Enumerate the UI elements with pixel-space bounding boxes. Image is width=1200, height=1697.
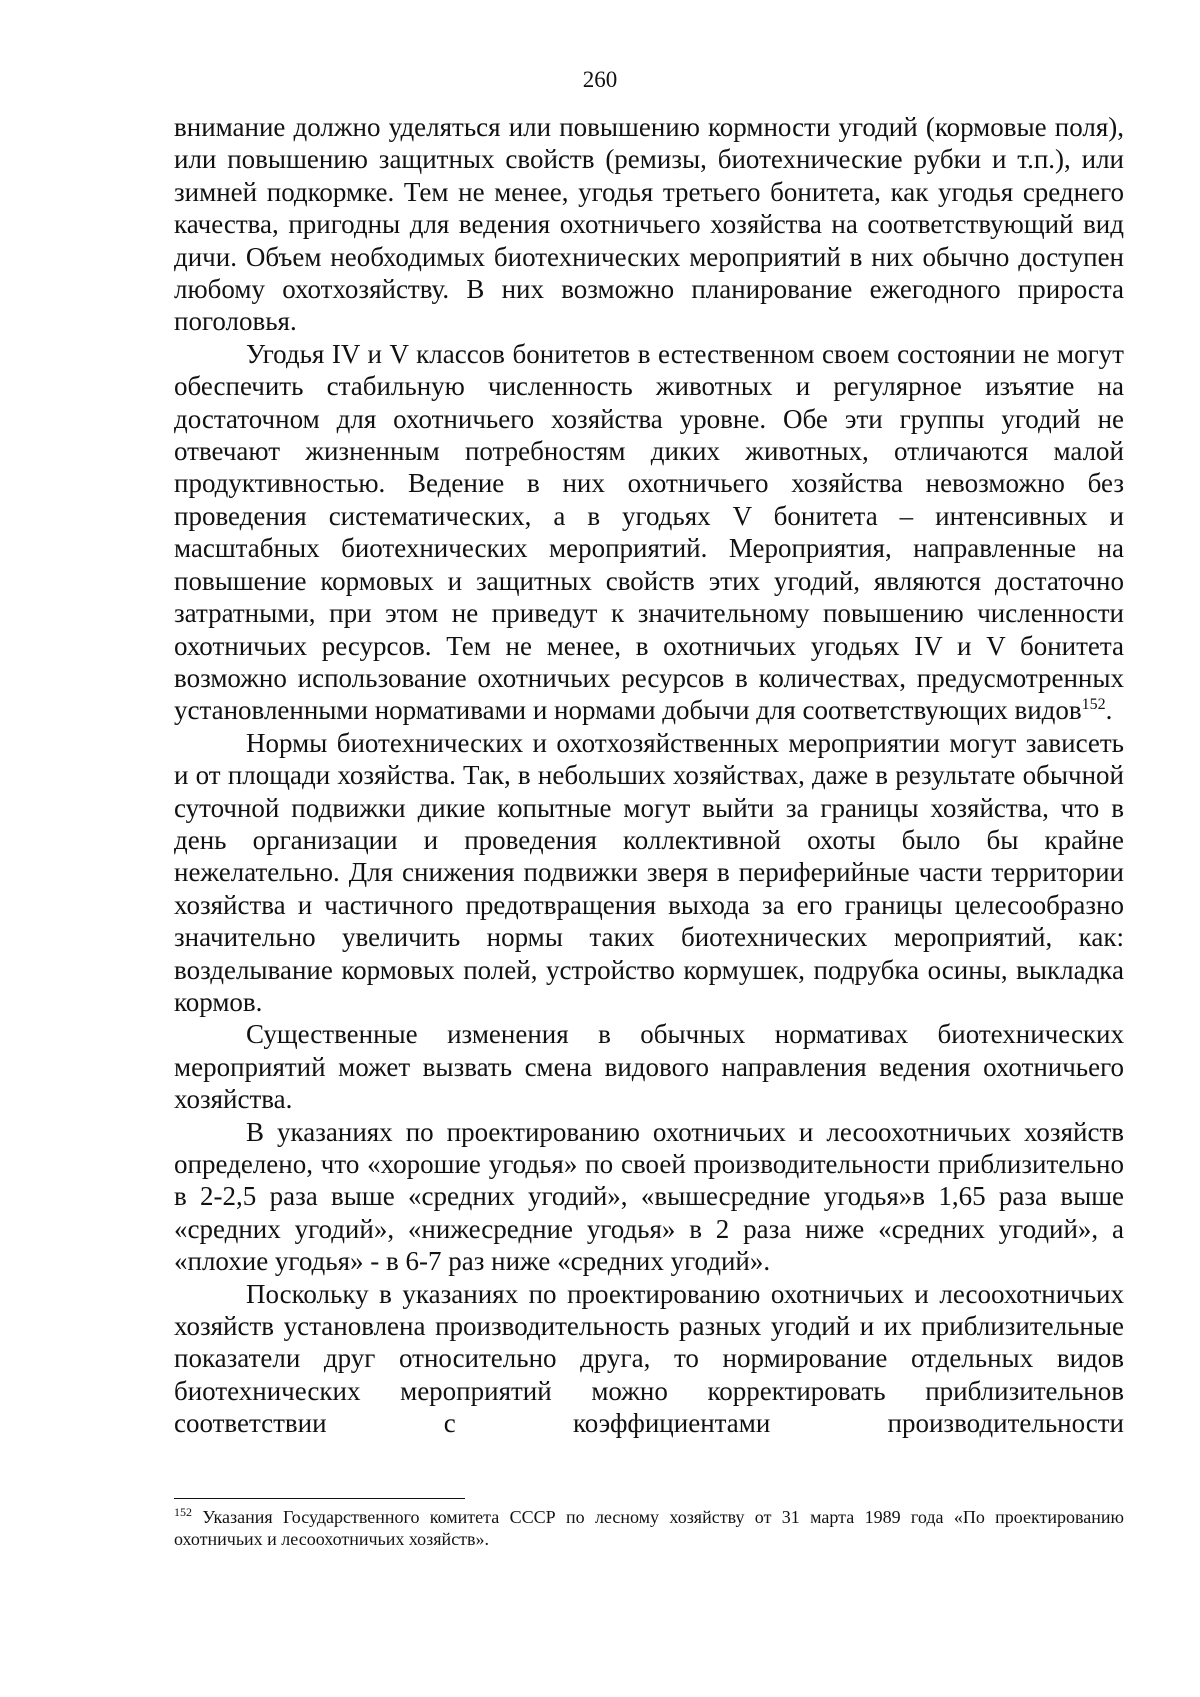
paragraph: Нормы биотехнических и охотхозяйственных мероприятии могут зависеть и от площади хозяйства. Так, в небольших хозяйствах, даже в результате обычной суточной подвижки дикие копытные могут выйти за границы хозяйства, что в день организации и проведения коллективной охоты было бы крайне нежелательно. Для снижения подвижки зверя в периферийные части территории хозяйства и частичного предотвращения выхода за его границы целесообразно значительно увеличить нормы таких биотехнических мероприятий, как: возделывание кормовых полей, устройство кормушек, подрубка осины, выкладка кормов. — [174, 727, 1124, 1017]
paragraph — [174, 338, 1124, 727]
paragraph: В указаниях по проектированию охотничьих и лесоохотничьих хозяйств определено, что «хорошие угодья» по своей производительности приблизительно в 2-2,5 раза выше «средних угодий», «вышесредние угодья»в 1,65 раза выше «средних угодий», «нижесредние угодья» в 2 раза ниже «средних угодий», а «плохие угодья» - в 6-7 раз ниже «средних угодий». — [174, 1116, 1124, 1277]
footnote-marker: 152 — [174, 1505, 192, 1519]
footnote — [174, 1506, 1124, 1550]
paragraph: внимание должно уделяться или повышению кормности угодий (кормовые поля), или повышению защитных свойств (ремизы, биотехнические рубки и т.п.), или зимней подкормке. Тем не менее, угодья третьего бонитета, как угодья среднего качества, пригодны для ведения охотничьего хозяйства на соответствующий вид дичи. Объем необходимых биотехнических мероприятий в них обычно доступен любому охотхозяйству. В них возможно планирование ежегодного прироста поголовья. — [174, 112, 1124, 337]
footnote-text: Указания Государственного комитета СССР по лесному хозяйству от 31 марта 1989 года «По проектированию охотничьих и лесоохотничьих хозяйств». — [174, 1507, 1124, 1549]
footnote-separator — [174, 1498, 465, 1499]
paragraph: Поскольку в указаниях по проектированию охотничьих и лесоохотничьих хозяйств установлена производительность разных угодий и их приблизительные показатели друг относительно друга, то нормирование отдельных видов биотехнических мероприятий можно корректировать приблизительнов соответствии с коэффициентами производительности — [174, 1278, 1124, 1439]
paragraph-text: Угодья IV и V классов бонитетов в естественном своем состоянии не могут обеспечить стабильную численность животных и регулярное изъятие на достаточном для охотничьего хозяйства уровне. Обе эти группы угодий не отвечают жизненным потребностям диких животных, отличаются малой продуктивностью. Ведение в них охотничьего хозяйства невозможно без проведения систематических, а в угодьях V бонитета – интенсивных и масштабных биотехнических мероприятий. Мероприятия, направленные на повышение кормовых и защитных свойств этих угодий, являются достаточно затратными, при этом не приведут к значительному повышению численности охотничьих ресурсов. Тем не менее, в охотничьих угодьях IV и V бонитета возможно использование охотничьих ресурсов в количествах, предусмотренных установленными нормативами и нормами добычи для соответствующих видов — [174, 338, 1124, 726]
paragraph-tail: . — [1105, 695, 1113, 726]
main-text — [174, 111, 1124, 1440]
page-number: 260 — [582, 67, 618, 92]
footnote-reference[interactable]: 152 — [1081, 696, 1106, 714]
paragraph: Существенные изменения в обычных нормативах биотехнических мероприятий может вызвать смена видового направления ведения охотничьего хозяйства. — [174, 1019, 1124, 1115]
